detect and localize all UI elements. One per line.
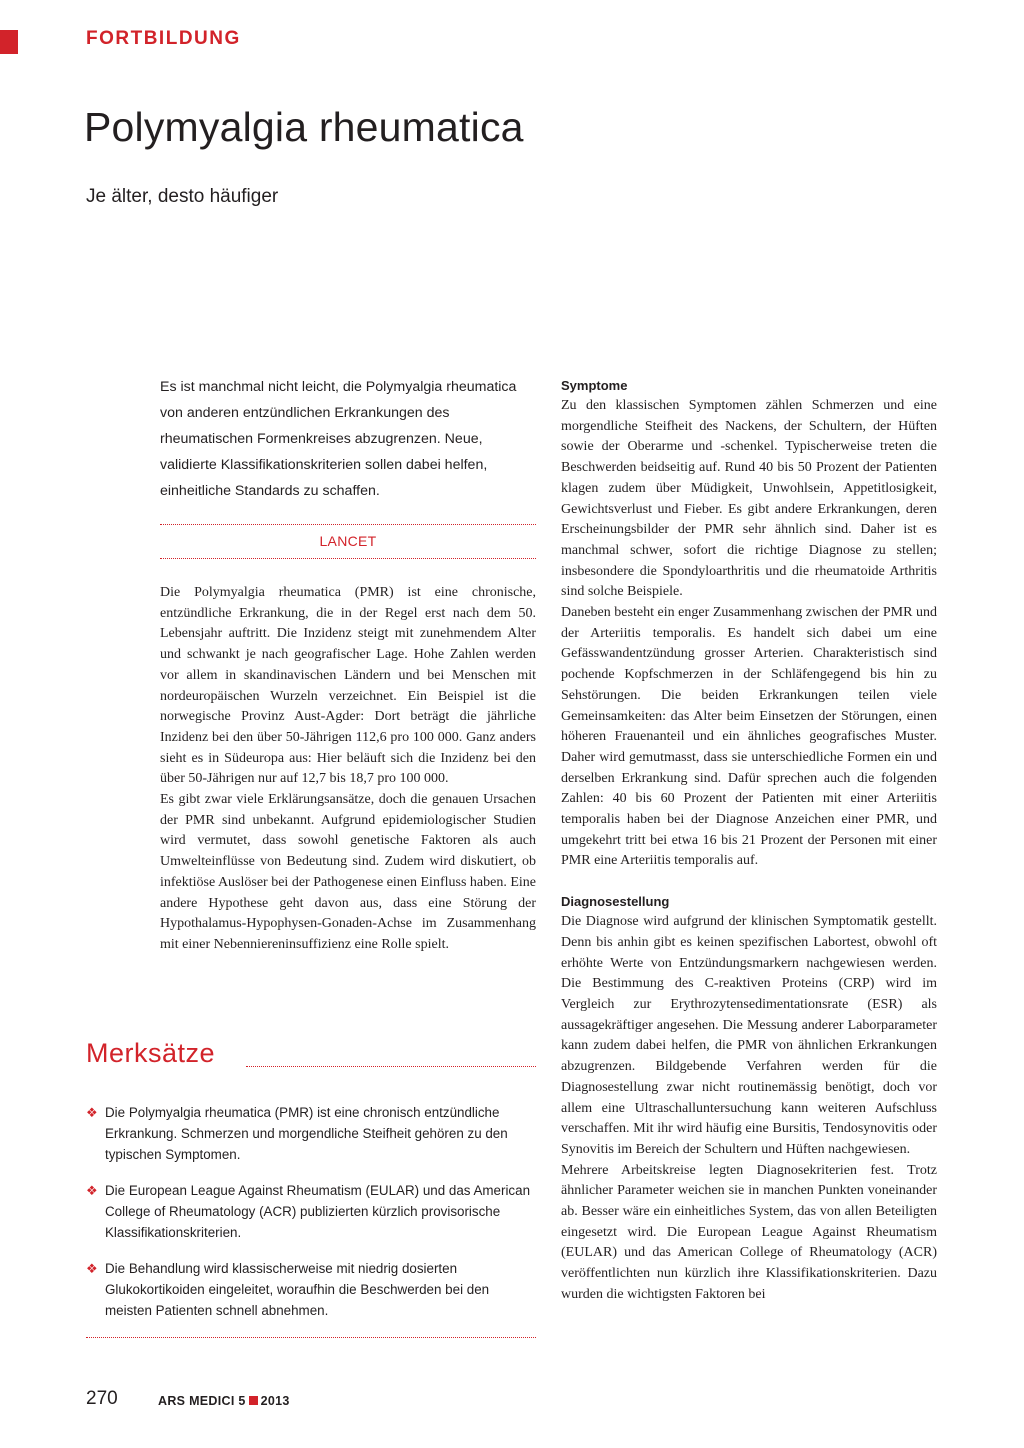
subheading-diagnose: Diagnosestellung <box>561 894 670 910</box>
journal-info <box>158 1394 290 1408</box>
section-marker <box>0 30 18 54</box>
merksaetze-item-text: Die European League Against Rheumatism (EULAR) und das American College of Rheumatology (ACR) publizierten kürzlich provisorische Klassifikationskriterien. <box>105 1183 531 1240</box>
merksaetze-item <box>86 1258 538 1321</box>
source-label: LANCET <box>319 533 377 549</box>
body-paragraph: Die Diagnose wird aufgrund der klinischen Symptomatik gestellt. Denn bis anhin gibt es keinen spezifischen Labortest, obwohl oft erhöhte Werte von Entzündungsmarkern nachgewiesen werden. Die Bestimmung des C-reaktiven Proteins (CRP) wird im Vergleich zur Erythrozytensedimentationsrate (ESR) als aussagekräftiger angesehen. Die Messung anderer Laborparameter kann zudem dabei helfen, die PMR von ähnlichen Erkrankungen abzugrenzen. Bildgebende Verfahren werden für die Diagnosestellung zwar nicht routinemässig benötigt, doch vor allem eine Ultraschalluntersuchung kann weiteren Aufschluss verschaffen. Mit ihr wird häufig eine Bursitis, Tendosynovitis oder Synovitis im Bereich der Schultern und Hüften nachgewiesen. <box>561 914 937 1157</box>
source-divider-bottom <box>160 558 536 559</box>
diamond-bullet-icon: ❖ <box>86 1183 98 1198</box>
section-label: FORTBILDUNG <box>86 28 241 49</box>
merksaetze-item <box>86 1102 538 1165</box>
article-lead: Es ist manchmal nicht leicht, die Polymyalgia rheumatica von anderen entzündlichen Erkrankungen des rheumatischen Formenkreises abzugrenzen. Neue, validierte Klassifikationskriterien sollen dabei helfen, einheitliche Standards zu schaffen. <box>160 379 517 499</box>
journal-name: ARS MEDICI 5 <box>158 1394 246 1408</box>
merksaetze-bottom-divider <box>86 1337 536 1338</box>
merksaetze-title: Merksätze <box>86 1038 216 1068</box>
body-paragraph: Zu den klassischen Symptomen zählen Schmerzen und eine morgendliche Steifheit des Nackens, der Schultern, der Hüften sowie der Oberarme und -schenkel. Typischerweise treten die Beschwerden beidseitig auf. Rund 40 bis 50 Prozent der Patienten klagen zudem über Müdigkeit, Unwohlsein, Appetitlosigkeit, Gewichtsverlust und Fieber. Es gibt andere Erkrankungen, deren Erscheinungsbilder der PMR sehr ähnlich sind. Daher ist es manchmal schwer, sofort die richtige Diagnose zu stellen; insbesondere die Spondyloarthritis und die rheumatoide Arthritis sind solche Beispiele. <box>561 398 937 600</box>
body-paragraph: Die Polymyalgia rheumatica (PMR) ist eine chronische, entzündliche Erkrankung, die in der Regel erst nach dem 50. Lebensjahr auftritt. Die Inzidenz steigt mit zunehmendem Alter und schwankt je nach geografischer Lage. Hohe Zahlen werden vor allem in skandinavischen Ländern und bei Menschen mit nordeuropäischen Wurzeln verzeichnet. Ein Beispiel ist die norwegische Provinz Aust-Agder: Dort beträgt die jährliche Inzidenz bei den über 50-Jährigen 112,6 pro 100 000. Ganz anders sieht es in Südeuropa aus: Hier beläuft sich die Inzidenz bei den über 50-Jährigen nur auf 12,7 bis 18,7 pro 100 000. <box>160 585 536 787</box>
page-number: 270 <box>86 1388 118 1409</box>
merksaetze-list <box>86 1102 538 1336</box>
square-separator-icon <box>249 1396 258 1405</box>
merksaetze-item-text: Die Behandlung wird klassischerweise mit niedrig dosierten Glukokortikoiden eingeleitet, woraufhin die Beschwerden bei den meisten Patienten schnell abnehmen. <box>105 1261 490 1318</box>
source-divider-top <box>160 524 536 525</box>
body-paragraph: Es gibt zwar viele Erklärungsansätze, doch die genauen Ursachen der PMR sind unbekannt. Aufgrund epidemiologischer Studien wird vermutet, dass sowohl genetische Faktoren als auch Umwelteinflüsse von Bedeutung sind. Zudem wird diskutiert, ob infektiöse Auslöser bei der Pathogenese einen Einfluss haben. Eine andere Hypothese geht davon aus, dass eine Störung der Hypothalamus-Hypophysen-Gonaden-Achse im Zusammenhang mit einer Nebenniereninsuffizienz eine Rolle spielt. <box>160 792 536 952</box>
diamond-bullet-icon: ❖ <box>86 1105 98 1120</box>
subheading-symptome: Symptome <box>561 378 628 393</box>
body-column-left <box>160 583 536 956</box>
article-title: Polymyalgia rheumatica <box>84 104 524 150</box>
body-column-right <box>561 376 937 1306</box>
diamond-bullet-icon: ❖ <box>86 1261 98 1276</box>
article-subtitle: Je älter, desto häufiger <box>86 186 279 207</box>
journal-year: 2013 <box>260 1394 290 1408</box>
body-paragraph: Mehrere Arbeitskreise legten Diagnosekriterien fest. Trotz ähnlicher Parameter weichen sie in manchen Punkten voneinander ab. Besser wäre ein einheitliches System, das von allen Beteiligten eingesetzt wird. Die European League Against Rheumatism (EULAR) und das American College of Rheumatology (ACR) veröffentlichten nun kürzlich ihre Klassifikationskriterien. Dazu wurden die wichtigsten Faktoren bei <box>561 1162 937 1302</box>
merksaetze-divider <box>246 1066 536 1067</box>
body-paragraph: Daneben besteht ein enger Zusammenhang zwischen der PMR und der Arteriitis temporalis. Es handelt sich dabei um eine Gefässwandentzündung grosser Arterien. Charakteristisch sind pochende Kopfschmerzen in der Schläfengegend bis hin zu Sehstörungen. Die beiden Erkrankungen teilen viele Gemeinsamkeiten: das Alter beim Einsetzen der Störungen, einen höheren Frauenanteil und ein ähnliches geografisches Muster. Daher wird gemutmasst, dass sie unterschiedliche Formen ein und derselben Erkrankung sind. Dafür sprechen auch die folgenden Zahlen: 40 bis 60 Prozent der Patienten mit einer Arteriitis temporalis haben bei der Diagnose Anzeichen einer PMR, und umgekehrt tritt bei etwa 16 bis 21 Prozent der Personen mit einer PMR eine Arteriitis temporalis auf. <box>561 605 937 869</box>
merksaetze-item-text: Die Polymyalgia rheumatica (PMR) ist eine chronisch entzündliche Erkrankung. Schmerzen und morgendliche Steifheit gehören zu den typischen Symptomen. <box>105 1105 508 1162</box>
merksaetze-item <box>86 1180 538 1243</box>
